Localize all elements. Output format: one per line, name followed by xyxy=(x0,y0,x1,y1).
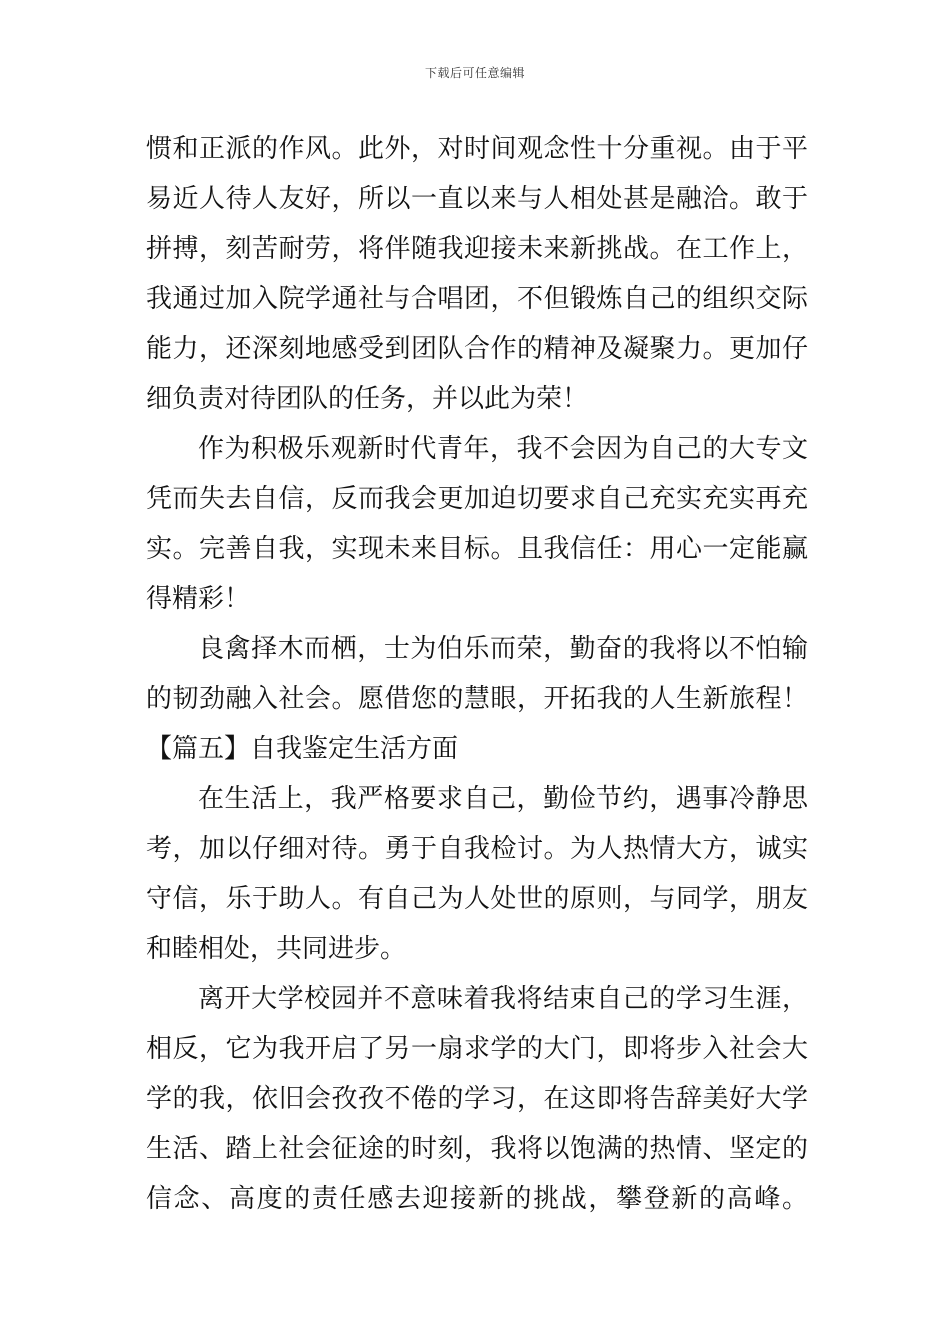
text-line: 生活、踏上社会征途的时刻，我将以饱满的热情、坚定的 xyxy=(146,1134,808,1164)
text-line: 细负责对待团队的任务，并以此为荣！ xyxy=(146,384,589,414)
text-line: 惯和正派的作风。此外，对时间观念性十分重视。由于平 xyxy=(146,134,808,164)
text-line: 能力，还深刻地感受到团队合作的精神及凝聚力。更加仔 xyxy=(146,334,808,364)
text-line: 拼搏，刻苦耐劳，将伴随我迎接未来新挑战。在工作上， xyxy=(146,234,808,264)
text-line: 我通过加入院学通社与合唱团，不但锻炼自己的组织交际 xyxy=(146,284,808,314)
text-line: 易近人待人友好，所以一直以来与人相处甚是融洽。敢于 xyxy=(146,184,808,214)
paragraph-first-line: 作为积极乐观新时代青年，我不会因为自己的大专文 xyxy=(198,434,808,464)
paragraph-first-line: 良禽择木而栖，士为伯乐而荣，勤奋的我将以不怕输 xyxy=(198,634,808,664)
text-line: 得精彩！ xyxy=(146,584,251,614)
paragraph-first-line: 离开大学校园并不意味着我将结束自己的学习生涯， xyxy=(198,984,808,1014)
text-line: 实。完善自我，实现未来目标。且我信任：用心一定能赢 xyxy=(146,534,808,564)
text-line: 考，加以仔细对待。勇于自我检讨。为人热情大方，诚实 xyxy=(146,834,808,864)
page-header: 下载后可任意编辑 xyxy=(424,66,525,80)
text-line: 凭而失去自信，反而我会更加迫切要求自己充实充实再充 xyxy=(146,484,808,514)
text-line: 和睦相处，共同进步。 xyxy=(146,934,407,964)
text-line: 学的我，依旧会孜孜不倦的学习，在这即将告辞美好大学 xyxy=(146,1084,808,1114)
text-line: 相反，它为我开启了另一扇求学的大门，即将步入社会大 xyxy=(146,1034,808,1064)
section-heading: 【篇五】自我鉴定生活方面 xyxy=(146,734,459,764)
text-line: 的韧劲融入社会。愿借您的慧眼，开拓我的人生新旅程！ xyxy=(146,684,808,714)
text-line: 守信，乐于助人。有自己为人处世的原则，与同学，朋友 xyxy=(146,884,808,914)
paragraph-first-line: 在生活上，我严格要求自己，勤俭节约，遇事冷静思 xyxy=(198,784,808,814)
text-line: 信念、高度的责任感去迎接新的挑战，攀登新的高峰。 xyxy=(146,1184,808,1214)
document-body xyxy=(146,124,808,1224)
